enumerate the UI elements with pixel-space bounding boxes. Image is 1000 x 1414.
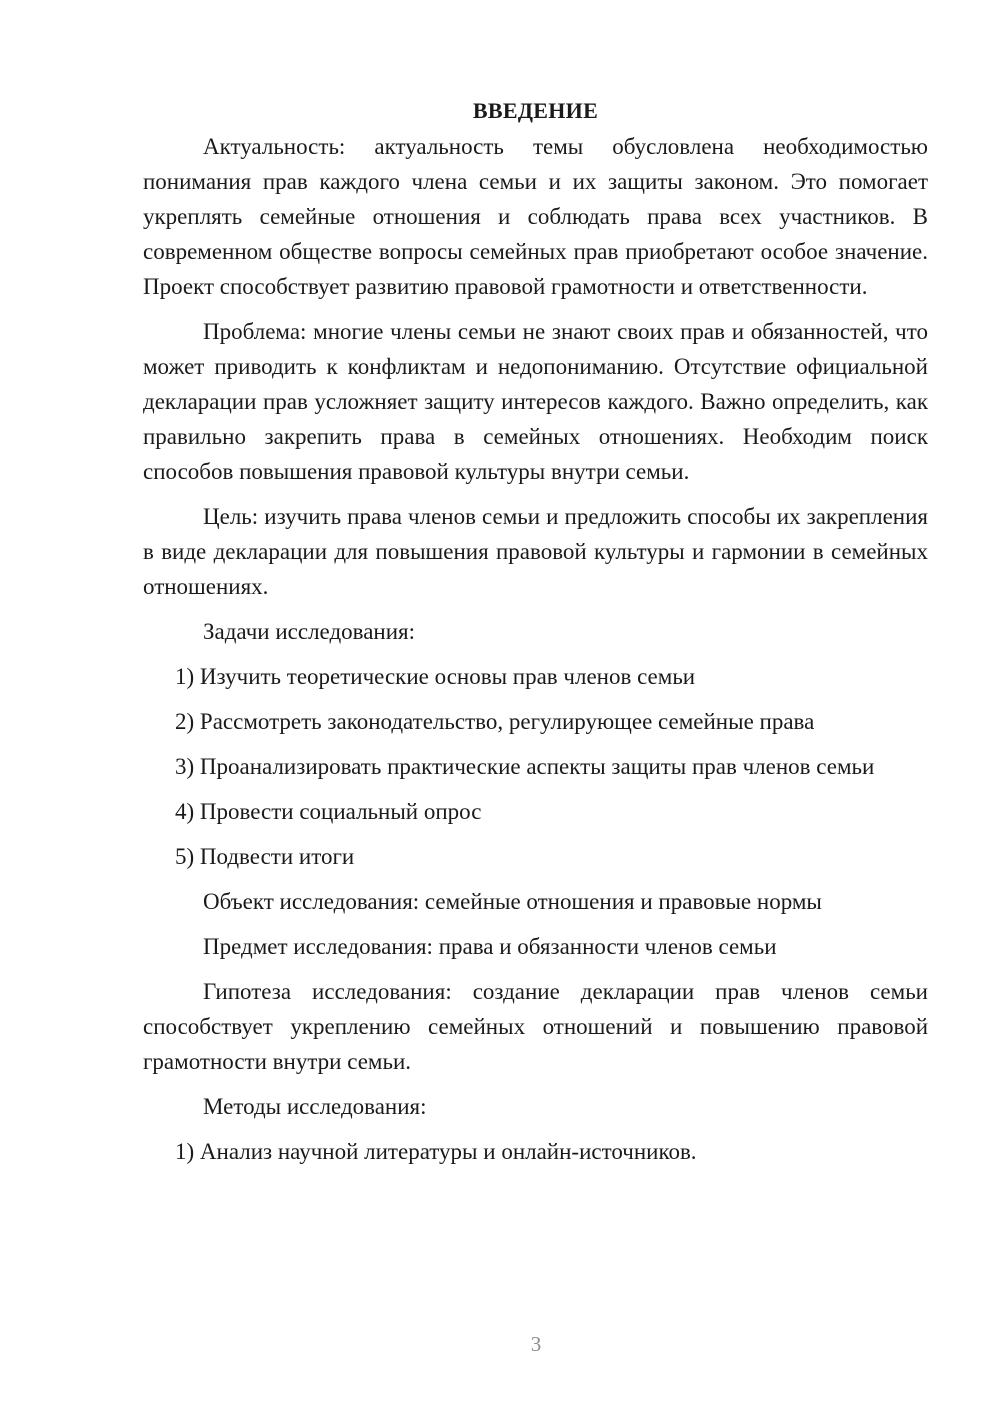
task-item: 3) Проанализировать практические аспекты защиты прав членов семьи	[175, 754, 875, 779]
tasks-heading: Задачи исследования:	[203, 619, 416, 644]
goal-paragraph: Цель: изучить права членов семьи и предложить способы их закрепления в виде декларации для повышения правовой культуры и гармонии в семейных отношениях.	[143, 504, 928, 599]
section-title: ВВЕДЕНИЕ	[472, 98, 599, 123]
hypothesis-paragraph: Гипотеза исследования: создание декларации прав членов семьи способствует укреплению семейных отношений и повышению правовой грамотности внутри семьи.	[143, 979, 928, 1074]
methods-heading: Методы исследования:	[203, 1094, 427, 1119]
task-item: 5) Подвести итоги	[175, 844, 355, 869]
method-item: 1) Анализ научной литературы и онлайн-источников.	[175, 1139, 697, 1164]
task-item: 2) Рассмотреть законодательство, регулирующее семейные права	[175, 709, 815, 734]
object-paragraph: Объект исследования: семейные отношения и правовые нормы	[203, 889, 822, 914]
task-item: 1) Изучить теоретические основы прав членов семьи	[175, 664, 696, 689]
page-content	[143, 93, 928, 1179]
relevance-paragraph: Актуальность: актуальность темы обусловлена необходимостью понимания прав каждого члена семьи и их защиты законом. Это помогает укреплять семейные отношения и соблюдать права всех участников. В современном обществе вопросы семейных прав приобретают особое значение. Проект способствует развитию правовой грамотности и ответственности.	[143, 134, 928, 299]
page-number: 3	[530, 1332, 542, 1356]
subject-paragraph: Предмет исследования: права и обязанности членов семьи	[203, 934, 777, 959]
task-item: 4) Провести социальный опрос	[175, 799, 482, 824]
problem-paragraph: Проблема: многие члены семьи не знают своих прав и обязанностей, что может приводить к конфликтам и недопониманию. Отсутствие официальной декларации прав усложняет защиту интересов каждого. Важно определить, как правильно закрепить права в семейных отношениях. Необходим поиск способов повышения правовой культуры внутри семьи.	[143, 319, 928, 484]
